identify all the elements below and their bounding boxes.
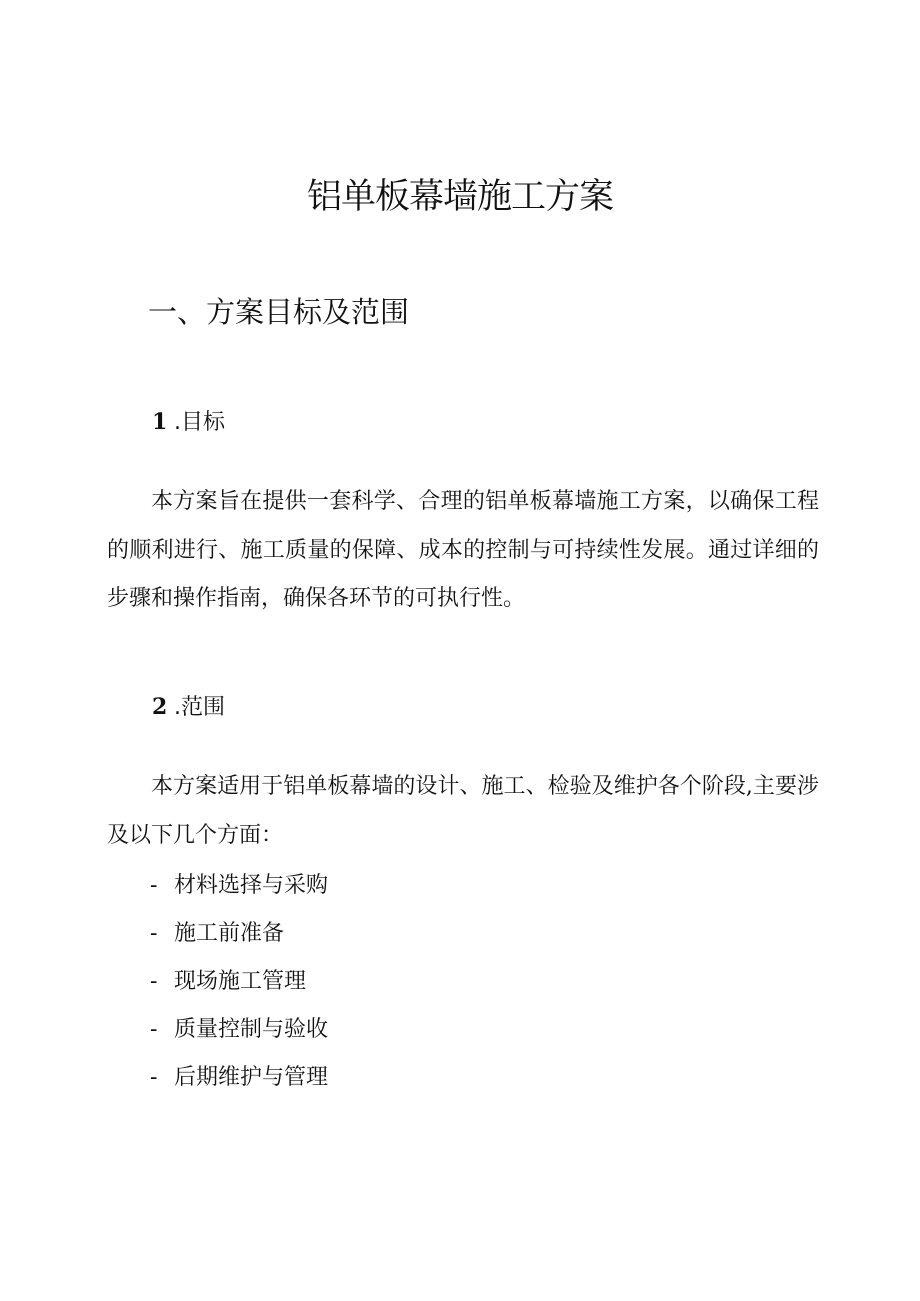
subheading-number: 2: [152, 694, 168, 720]
list-item: [150, 958, 328, 1006]
bullet-marker: -: [150, 1017, 158, 1042]
scope-paragraph: 本方案适用于铝单板幕墙的设计、施工、检验及维护各个阶段,主要涉及以下几个方面：: [107, 774, 819, 848]
subheading-label: .范围: [174, 695, 225, 720]
subheading-label: .目标: [174, 410, 225, 435]
scope-list: [150, 862, 328, 1102]
list-item: [150, 1054, 328, 1102]
bullet-marker: -: [150, 1065, 158, 1090]
list-item: [150, 910, 328, 958]
list-item-text: 质量控制与验收: [174, 1017, 329, 1042]
bullet-marker: -: [150, 969, 158, 994]
goal-paragraph: 本方案旨在提供一套科学、合理的铝单板幕墙施工方案，以确保工程的顺利进行、施工质量的保障、成本的控制与可持续性发展。通过详细的步骤和操作指南，确保各环节的可执行性。: [107, 489, 819, 611]
subheading-goal: [152, 407, 225, 438]
list-item-text: 后期维护与管理: [174, 1065, 329, 1090]
list-item: [150, 862, 328, 910]
list-item-text: 施工前准备: [174, 921, 285, 946]
subheading-scope: [152, 692, 225, 723]
list-item-text: 材料选择与采购: [174, 873, 329, 898]
bullet-marker: -: [150, 921, 158, 946]
subheading-number: 1: [152, 409, 168, 435]
bullet-marker: -: [150, 873, 158, 898]
section-heading: 一、方案目标及范围: [148, 295, 410, 329]
list-item-text: 现场施工管理: [174, 969, 307, 994]
document-title: 铝单板幕墙施工方案: [306, 177, 613, 217]
list-item: [150, 1006, 328, 1054]
